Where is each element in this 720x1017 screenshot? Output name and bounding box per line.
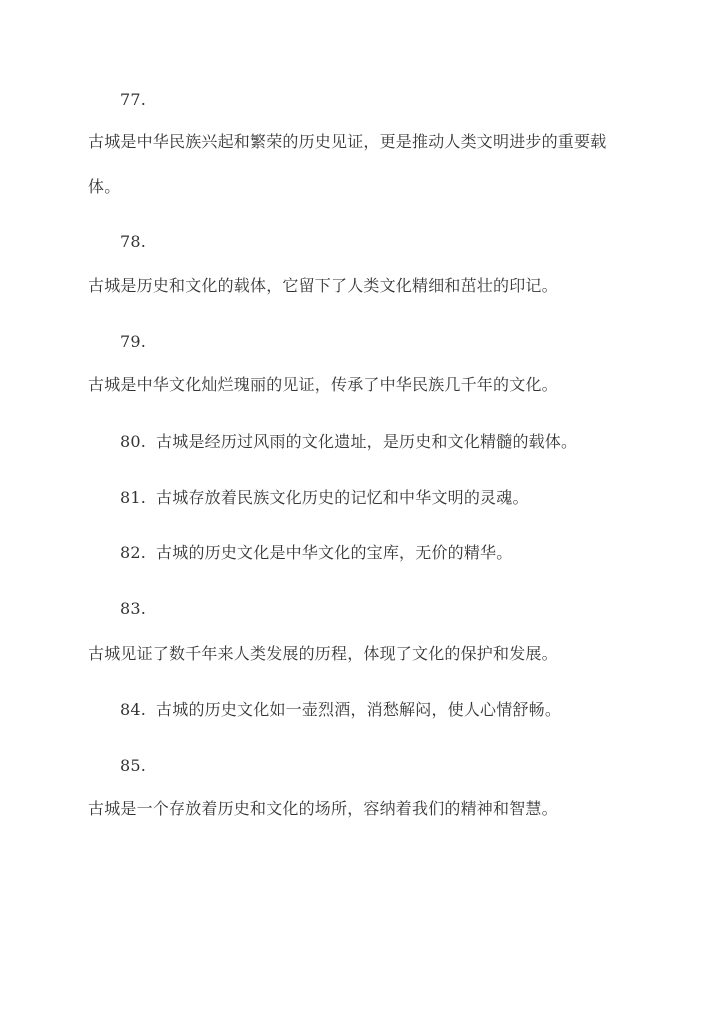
item-text-84: 古城的历史文化如一壶烈酒，消愁解闷，使人心情舒畅。 <box>156 700 562 719</box>
item-text-79: 古城是中华文化灿烂瑰丽的见证，传承了中华民族几千年的文化。 <box>88 375 558 394</box>
item-text-83: 古城见证了数千年来人类发展的历程，体现了文化的保护和发展。 <box>88 644 558 663</box>
item-number-82: 82. <box>120 543 147 562</box>
item-text-80: 古城是经历过风雨的文化遗址，是历史和文化精髓的载体。 <box>156 432 578 451</box>
item-text-77-line2: 体。 <box>88 177 121 196</box>
item-text-82: 古城的历史文化是中华文化的宝库，无价的精华。 <box>156 543 513 562</box>
item-number-79: 79. <box>120 332 147 351</box>
item-number-83: 83. <box>120 599 147 618</box>
item-number-81: 81. <box>120 488 147 507</box>
item-text-77-line1: 古城是中华民族兴起和繁荣的历史见证，更是推动人类文明进步的重要载 <box>88 132 607 151</box>
item-number-77: 77. <box>120 90 147 109</box>
list-item-81 <box>120 488 529 508</box>
item-text-78: 古城是历史和文化的载体，它留下了人类文化精细和茁壮的印记。 <box>88 276 558 295</box>
item-number-84: 84. <box>120 700 147 719</box>
item-text-85: 古城是一个存放着历史和文化的场所，容纳着我们的精神和智慧。 <box>88 799 558 818</box>
item-number-78: 78. <box>120 232 147 251</box>
item-number-85: 85. <box>120 756 147 775</box>
list-item-80 <box>120 432 577 452</box>
item-text-81: 古城存放着民族文化历史的记忆和中华文明的灵魂。 <box>156 488 529 507</box>
list-item-84 <box>120 700 561 720</box>
list-item-82 <box>120 543 512 563</box>
item-number-80: 80. <box>120 432 147 451</box>
